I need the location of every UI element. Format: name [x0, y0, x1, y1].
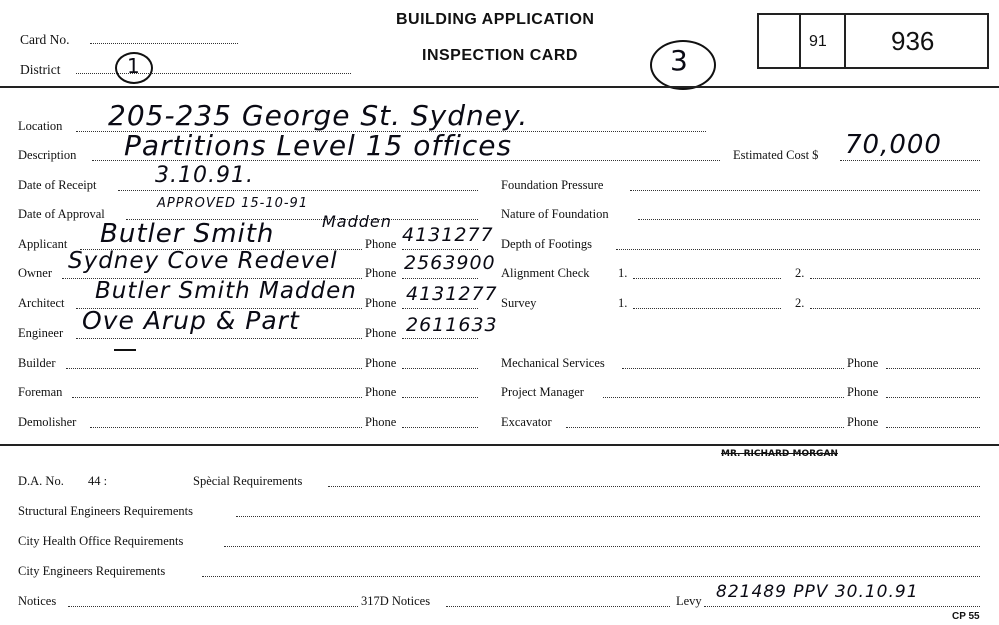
demolisher-label: Demolisher	[18, 415, 77, 429]
excavator-label: Excavator	[501, 415, 552, 429]
excavator-phone-line[interactable]	[886, 427, 980, 428]
demolisher-phone-label: Phone	[365, 415, 397, 429]
foundation-pressure-line[interactable]	[630, 190, 980, 191]
applicant-value-extra: Madden	[322, 212, 392, 231]
form-title-line2: INSPECTION CARD	[422, 47, 578, 64]
card-no-line[interactable]	[90, 43, 238, 44]
date-of-approval-value: APPROVED 15-10-91	[157, 196, 309, 211]
owner-phone-line[interactable]	[402, 278, 478, 279]
district-value: 1	[127, 54, 141, 78]
owner-phone-value: 2563900	[404, 252, 496, 274]
survey-2-line[interactable]	[810, 308, 980, 309]
card-no-label: Card No.	[20, 32, 70, 47]
estimated-cost-line[interactable]	[840, 160, 980, 161]
card-number-box	[757, 13, 989, 69]
excavator-line[interactable]	[566, 427, 844, 428]
project-manager-phone-label: Phone	[847, 385, 879, 399]
demolisher-line[interactable]	[90, 427, 362, 428]
depth-of-footings-line[interactable]	[616, 249, 980, 250]
estimated-cost-label: Estimated Cost $	[733, 148, 819, 162]
engineer-phone-line[interactable]	[402, 338, 478, 339]
alignment-check-1-line[interactable]	[633, 278, 781, 279]
location-value: 205-235 George St. Sydney.	[108, 99, 529, 132]
depth-of-footings-label: Depth of Footings	[501, 237, 592, 251]
special-requirements-label: Spècial Requirements	[193, 474, 303, 488]
demolisher-phone-line[interactable]	[402, 427, 478, 428]
structural-engineers-label: Structural Engineers Requirements	[18, 504, 193, 518]
applicant-phone-line[interactable]	[402, 249, 478, 250]
date-of-receipt-label: Date of Receipt	[18, 178, 97, 192]
levy-line[interactable]	[704, 606, 980, 607]
applicant-phone-value: 4131277	[402, 224, 494, 246]
foreman-phone-label: Phone	[365, 385, 397, 399]
location-label: Location	[18, 119, 63, 133]
engineer-value: Ove Arup & Part	[82, 306, 300, 335]
city-health-label: City Health Office Requirements	[18, 534, 184, 548]
district-label: District	[20, 62, 61, 77]
mechanical-services-phone-line[interactable]	[886, 368, 980, 369]
nature-of-foundation-line[interactable]	[638, 219, 980, 220]
mechanical-services-line[interactable]	[622, 368, 844, 369]
foundation-pressure-label: Foundation Pressure	[501, 178, 604, 192]
survey-1-line[interactable]	[633, 308, 781, 309]
description-value: Partitions Level 15 offices	[124, 129, 513, 162]
nature-of-foundation-label: Nature of Foundation	[501, 207, 609, 221]
da-no-label: D.A. No.	[18, 474, 64, 488]
engineer-label: Engineer	[18, 326, 64, 340]
applicant-value: Butler Smith	[100, 219, 275, 249]
levy-label: Levy	[676, 594, 702, 608]
da-no-value: 44 :	[88, 474, 108, 488]
foreman-line[interactable]	[72, 397, 362, 398]
engineer-line[interactable]	[76, 338, 362, 339]
mechanical-services-phone-label: Phone	[847, 356, 879, 370]
card-number-box-divider-2	[844, 13, 846, 67]
builder-label: Builder	[18, 356, 56, 370]
owner-label: Owner	[18, 266, 53, 280]
applicant-phone-label: Phone	[365, 237, 397, 251]
alignment-check-2-line[interactable]	[810, 278, 980, 279]
project-manager-phone-line[interactable]	[886, 397, 980, 398]
form-code: CP 55	[952, 611, 980, 622]
notices-label: Notices	[18, 594, 57, 608]
notices-317d-line[interactable]	[446, 606, 670, 607]
card-number-large: 936	[891, 26, 935, 56]
header-rule	[0, 86, 999, 88]
architect-phone-label: Phone	[365, 296, 397, 310]
engineer-phone-label: Phone	[365, 326, 397, 340]
estimated-cost-value: 70,000	[845, 130, 942, 160]
special-requirements-line[interactable]	[328, 486, 980, 487]
project-manager-line[interactable]	[603, 397, 844, 398]
circled-number: 3	[670, 44, 689, 77]
builder-line[interactable]	[66, 368, 362, 369]
form-title-line1: BUILDING APPLICATION	[396, 11, 595, 28]
owner-phone-label: Phone	[365, 266, 397, 280]
alignment-check-1-label: 1.	[618, 266, 628, 280]
applicant-label: Applicant	[18, 237, 68, 251]
architect-value: Butler Smith Madden	[95, 278, 357, 304]
city-engineers-label: City Engineers Requirements	[18, 564, 166, 578]
builder-phone-label: Phone	[365, 356, 397, 370]
city-engineers-line[interactable]	[202, 576, 980, 577]
builder-phone-line[interactable]	[402, 368, 478, 369]
engineer-phone-value: 2611633	[406, 314, 498, 336]
foreman-label: Foreman	[18, 385, 63, 399]
owner-value: Sydney Cove Redevel	[68, 248, 338, 274]
alignment-check-2-label: 2.	[795, 266, 805, 280]
architect-phone-line[interactable]	[402, 308, 478, 309]
notices-line[interactable]	[68, 606, 358, 607]
survey-label: Survey	[501, 296, 537, 310]
notices-317d-label: 317D Notices	[361, 594, 431, 608]
survey-2-label: 2.	[795, 296, 805, 310]
date-of-approval-label: Date of Approval	[18, 207, 105, 221]
levy-value: 821489 PPV 30.10.91	[716, 582, 919, 602]
card-number-box-divider-1	[799, 13, 801, 67]
city-health-line[interactable]	[224, 546, 980, 547]
alignment-check-label: Alignment Check	[501, 266, 590, 280]
date-of-receipt-value: 3.10.91.	[155, 163, 254, 188]
engineer-underline-mark	[114, 349, 136, 351]
foreman-phone-line[interactable]	[402, 397, 478, 398]
description-label: Description	[18, 148, 77, 162]
architect-phone-value: 4131277	[406, 283, 498, 305]
project-manager-label: Project Manager	[501, 385, 584, 399]
mechanical-services-label: Mechanical Services	[501, 356, 605, 370]
structural-engineers-line[interactable]	[236, 516, 980, 517]
survey-1-label: 1.	[618, 296, 628, 310]
section-rule	[0, 444, 999, 446]
date-of-receipt-line[interactable]	[118, 190, 478, 191]
excavator-phone-label: Phone	[847, 415, 879, 429]
architect-label: Architect	[18, 296, 65, 310]
card-number-small: 91	[809, 33, 827, 50]
struck-through-text: MR. RICHARD MORGAN	[721, 449, 838, 459]
